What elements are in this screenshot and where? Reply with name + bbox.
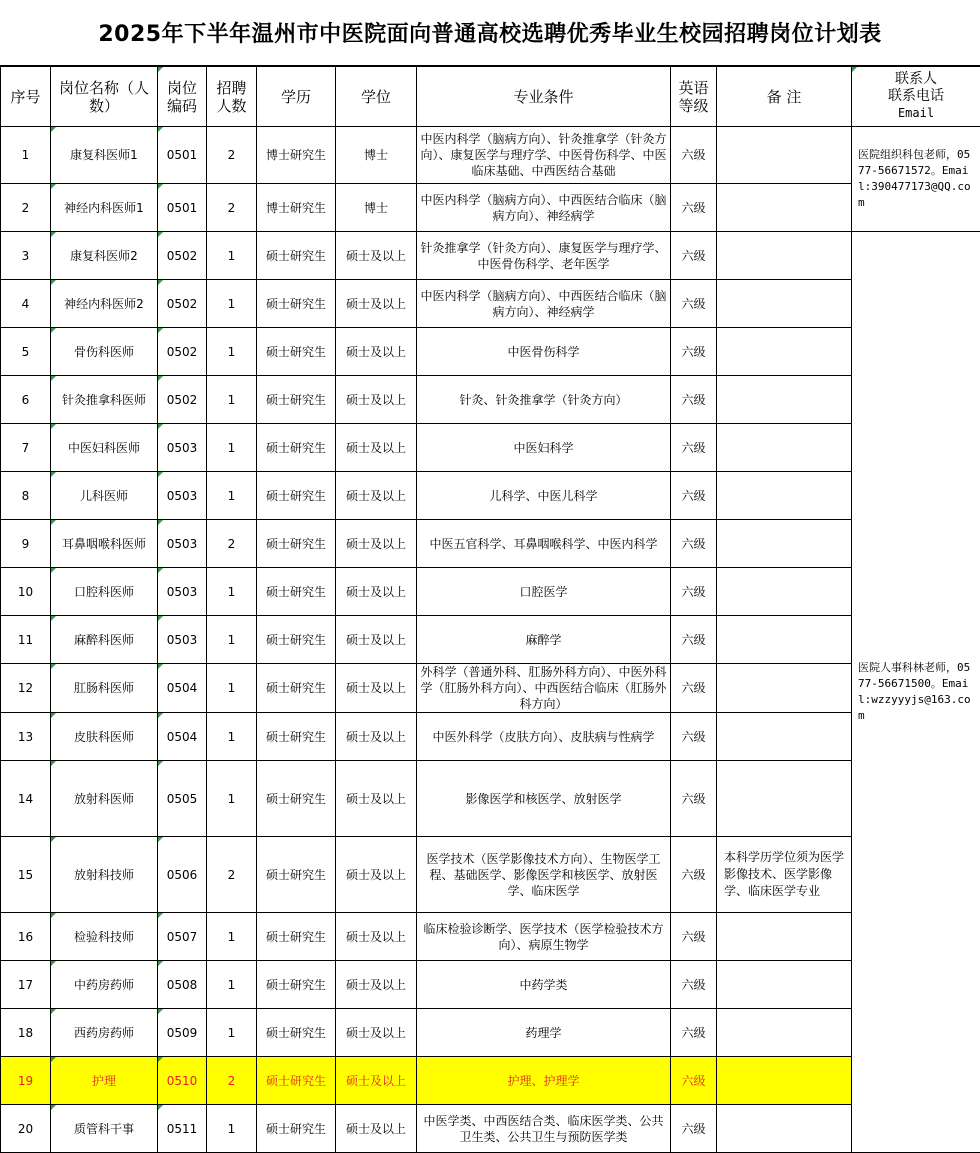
cell-count: 1 [207,1105,257,1153]
cell-major: 儿科学、中医儿科学 [417,472,671,520]
cell-name: 骨伤科医师 [51,328,158,376]
cell-count: 1 [207,961,257,1009]
header-row [1,67,980,127]
cell-english: 六级 [671,761,717,837]
cell-code: 0503 [158,472,207,520]
cell-major: 中医妇科学 [417,424,671,472]
cell-edu: 硕士研究生 [257,713,336,761]
cell-seq: 20 [1,1105,51,1153]
header-count: 招聘人数 [207,67,257,127]
cell-code: 0501 [158,127,207,184]
cell-seq: 18 [1,1009,51,1057]
cell-name: 肛肠科医师 [51,664,158,713]
cell-count: 2 [207,837,257,913]
cell-degree: 硕士及以上 [336,761,417,837]
table-row [1,376,980,424]
cell-name: 儿科医师 [51,472,158,520]
cell-seq: 6 [1,376,51,424]
cell-major: 中医骨伤科学 [417,328,671,376]
cell-degree: 博士 [336,127,417,184]
cell-name: 神经内科医师2 [51,280,158,328]
cell-name: 康复科医师2 [51,232,158,280]
cell-note: 本科学历学位须为医学影像技术、医学影像学、临床医学专业 [717,837,852,913]
cell-name: 护理 [51,1057,158,1105]
cell-code: 0503 [158,616,207,664]
cell-major: 护理、护理学 [417,1057,671,1105]
cell-edu: 硕士研究生 [257,424,336,472]
cell-major: 口腔医学 [417,568,671,616]
cell-count: 1 [207,472,257,520]
cell-degree: 硕士及以上 [336,568,417,616]
cell-code: 0510 [158,1057,207,1105]
cell-degree: 硕士及以上 [336,1105,417,1153]
cell-major: 中医内科学（脑病方向）、针灸推拿学（针灸方向）、康复医学与理疗学、中医骨伤科学、中医临床基础、中西医结合基础 [417,127,671,184]
cell-code: 0502 [158,376,207,424]
cell-seq: 2 [1,184,51,232]
cell-english: 六级 [671,713,717,761]
cell-count: 1 [207,232,257,280]
cell-edu: 硕士研究生 [257,616,336,664]
cell-edu: 硕士研究生 [257,328,336,376]
header-code: 岗位编码 [158,67,207,127]
cell-major: 麻醉学 [417,616,671,664]
cell-english: 六级 [671,913,717,961]
cell-english: 六级 [671,1009,717,1057]
cell-english: 六级 [671,664,717,713]
header-degree: 学位 [336,67,417,127]
table-row [1,761,980,837]
cell-code: 0506 [158,837,207,913]
cell-seq: 13 [1,713,51,761]
cell-note [717,232,852,280]
cell-degree: 博士 [336,184,417,232]
cell-degree: 硕士及以上 [336,376,417,424]
cell-degree: 硕士及以上 [336,280,417,328]
cell-major: 临床检验诊断学、医学技术（医学检验技术方向）、病原生物学 [417,913,671,961]
cell-count: 1 [207,913,257,961]
cell-seq: 15 [1,837,51,913]
cell-note [717,961,852,1009]
table-row [1,616,980,664]
cell-count: 2 [207,1057,257,1105]
table-row [1,232,980,280]
cell-code: 0503 [158,424,207,472]
cell-major: 针灸、针灸推拿学（针灸方向） [417,376,671,424]
cell-note [717,616,852,664]
cell-english: 六级 [671,472,717,520]
cell-degree: 硕士及以上 [336,837,417,913]
cell-seq: 7 [1,424,51,472]
table-row [1,328,980,376]
cell-name: 质管科干事 [51,1105,158,1153]
table-row [1,1105,980,1153]
cell-count: 1 [207,761,257,837]
cell-major: 中医五官科学、耳鼻咽喉科学、中医内科学 [417,520,671,568]
cell-code: 0507 [158,913,207,961]
cell-edu: 硕士研究生 [257,961,336,1009]
cell-seq: 3 [1,232,51,280]
cell-count: 1 [207,1009,257,1057]
table-row [1,837,980,913]
table-row [1,961,980,1009]
cell-degree: 硕士及以上 [336,713,417,761]
table-row [1,1057,980,1105]
cell-english: 六级 [671,127,717,184]
table-row [1,568,980,616]
cell-note [717,761,852,837]
cell-english: 六级 [671,837,717,913]
header-major: 专业条件 [417,67,671,127]
cell-edu: 硕士研究生 [257,913,336,961]
table-row [1,713,980,761]
cell-edu: 硕士研究生 [257,232,336,280]
cell-edu: 硕士研究生 [257,520,336,568]
cell-name: 康复科医师1 [51,127,158,184]
cell-degree: 硕士及以上 [336,1009,417,1057]
table-row [1,520,980,568]
cell-english: 六级 [671,520,717,568]
cell-name: 放射科医师 [51,761,158,837]
contact-cell: 医院人事科林老师，0577-56671500。Email:wzzyyyjs@163.com [852,232,980,1153]
cell-major: 中医内科学（脑病方向）、中西医结合临床（脑病方向）、神经病学 [417,280,671,328]
table-row [1,184,980,232]
cell-edu: 硕士研究生 [257,472,336,520]
cell-english: 六级 [671,1105,717,1153]
cell-count: 2 [207,520,257,568]
cell-seq: 4 [1,280,51,328]
cell-edu: 博士研究生 [257,184,336,232]
cell-edu: 硕士研究生 [257,1009,336,1057]
cell-code: 0504 [158,713,207,761]
cell-name: 耳鼻咽喉科医师 [51,520,158,568]
cell-seq: 5 [1,328,51,376]
cell-note [717,713,852,761]
cell-seq: 10 [1,568,51,616]
cell-major: 中医内科学（脑病方向）、中西医结合临床（脑病方向）、神经病学 [417,184,671,232]
header-contact-person: 联系人 [855,71,977,88]
cell-seq: 12 [1,664,51,713]
cell-edu: 硕士研究生 [257,837,336,913]
cell-name: 中医妇科医师 [51,424,158,472]
cell-edu: 硕士研究生 [257,664,336,713]
table-row [1,1009,980,1057]
cell-note [717,127,852,184]
cell-major: 外科学（普通外科、肛肠外科方向）、中医外科学（肛肠外科方向）、中西医结合临床（肛肠外科方向） [417,664,671,713]
cell-edu: 硕士研究生 [257,376,336,424]
cell-edu: 硕士研究生 [257,761,336,837]
cell-note [717,184,852,232]
cell-note [717,1009,852,1057]
cell-name: 麻醉科医师 [51,616,158,664]
cell-major: 医学技术（医学影像技术方向）、生物医学工程、基础医学、影像医学和核医学、放射医学、临床医学 [417,837,671,913]
cell-note [717,913,852,961]
cell-major: 影像医学和核医学、放射医学 [417,761,671,837]
cell-seq: 8 [1,472,51,520]
cell-english: 六级 [671,616,717,664]
table-row [1,127,980,184]
cell-english: 六级 [671,376,717,424]
cell-note [717,376,852,424]
header-contact-phone: 联系电话 [855,88,977,105]
cell-major: 药理学 [417,1009,671,1057]
cell-note [717,568,852,616]
table-row [1,664,980,713]
cell-major: 中药学类 [417,961,671,1009]
cell-degree: 硕士及以上 [336,1057,417,1105]
cell-count: 1 [207,713,257,761]
cell-degree: 硕士及以上 [336,913,417,961]
cell-code: 0503 [158,520,207,568]
cell-english: 六级 [671,184,717,232]
cell-seq: 1 [1,127,51,184]
cell-name: 针灸推拿科医师 [51,376,158,424]
cell-note [717,1105,852,1153]
cell-degree: 硕士及以上 [336,664,417,713]
cell-code: 0502 [158,232,207,280]
table-row [1,424,980,472]
cell-seq: 14 [1,761,51,837]
cell-seq: 17 [1,961,51,1009]
cell-count: 1 [207,376,257,424]
table-row [1,280,980,328]
cell-count: 1 [207,664,257,713]
cell-count: 1 [207,280,257,328]
cell-code: 0508 [158,961,207,1009]
cell-major: 中医外科学（皮肤方向）、皮肤病与性病学 [417,713,671,761]
cell-code: 0511 [158,1105,207,1153]
cell-note [717,472,852,520]
cell-degree: 硕士及以上 [336,520,417,568]
cell-english: 六级 [671,424,717,472]
cell-edu: 硕士研究生 [257,280,336,328]
cell-count: 1 [207,568,257,616]
cell-seq: 19 [1,1057,51,1105]
cell-english: 六级 [671,232,717,280]
header-edu: 学历 [257,67,336,127]
cell-english: 六级 [671,280,717,328]
cell-note [717,280,852,328]
cell-count: 1 [207,328,257,376]
recruitment-table [0,66,980,1153]
cell-name: 口腔科医师 [51,568,158,616]
cell-seq: 9 [1,520,51,568]
cell-note [717,424,852,472]
cell-name: 放射科技师 [51,837,158,913]
header-contact-email: Email [855,105,977,122]
cell-edu: 博士研究生 [257,127,336,184]
cell-name: 中药房药师 [51,961,158,1009]
cell-english: 六级 [671,1057,717,1105]
cell-code: 0502 [158,328,207,376]
cell-name: 检验科技师 [51,913,158,961]
cell-name: 西药房药师 [51,1009,158,1057]
header-english: 英语等级 [671,67,717,127]
cell-degree: 硕士及以上 [336,616,417,664]
cell-name: 皮肤科医师 [51,713,158,761]
page-title: 2025年下半年温州市中医院面向普通高校选聘优秀毕业生校园招聘岗位计划表 [0,0,980,66]
cell-code: 0504 [158,664,207,713]
cell-degree: 硕士及以上 [336,961,417,1009]
cell-seq: 11 [1,616,51,664]
table-row [1,472,980,520]
cell-count: 1 [207,616,257,664]
cell-edu: 硕士研究生 [257,568,336,616]
cell-note [717,520,852,568]
cell-degree: 硕士及以上 [336,424,417,472]
header-seq: 序号 [1,67,51,127]
header-note: 备 注 [717,67,852,127]
header-name: 岗位名称（人数） [51,67,158,127]
cell-degree: 硕士及以上 [336,328,417,376]
table-row [1,913,980,961]
cell-english: 六级 [671,961,717,1009]
cell-code: 0509 [158,1009,207,1057]
contact-cell: 医院组织科包老师，0577-56671572。Email:390477173@QQ.com [852,127,980,232]
cell-edu: 硕士研究生 [257,1057,336,1105]
cell-major: 针灸推拿学（针灸方向）、康复医学与理疗学、中医骨伤科学、老年医学 [417,232,671,280]
cell-note [717,328,852,376]
cell-code: 0505 [158,761,207,837]
cell-note [717,664,852,713]
header-contact [852,67,980,127]
cell-count: 1 [207,424,257,472]
cell-count: 2 [207,127,257,184]
cell-english: 六级 [671,328,717,376]
cell-edu: 硕士研究生 [257,1105,336,1153]
cell-code: 0502 [158,280,207,328]
cell-count: 2 [207,184,257,232]
cell-degree: 硕士及以上 [336,232,417,280]
cell-degree: 硕士及以上 [336,472,417,520]
cell-note [717,1057,852,1105]
cell-english: 六级 [671,568,717,616]
cell-major: 中医学类、中西医结合类、临床医学类、公共卫生类、公共卫生与预防医学类 [417,1105,671,1153]
cell-code: 0503 [158,568,207,616]
cell-seq: 16 [1,913,51,961]
cell-code: 0501 [158,184,207,232]
cell-name: 神经内科医师1 [51,184,158,232]
